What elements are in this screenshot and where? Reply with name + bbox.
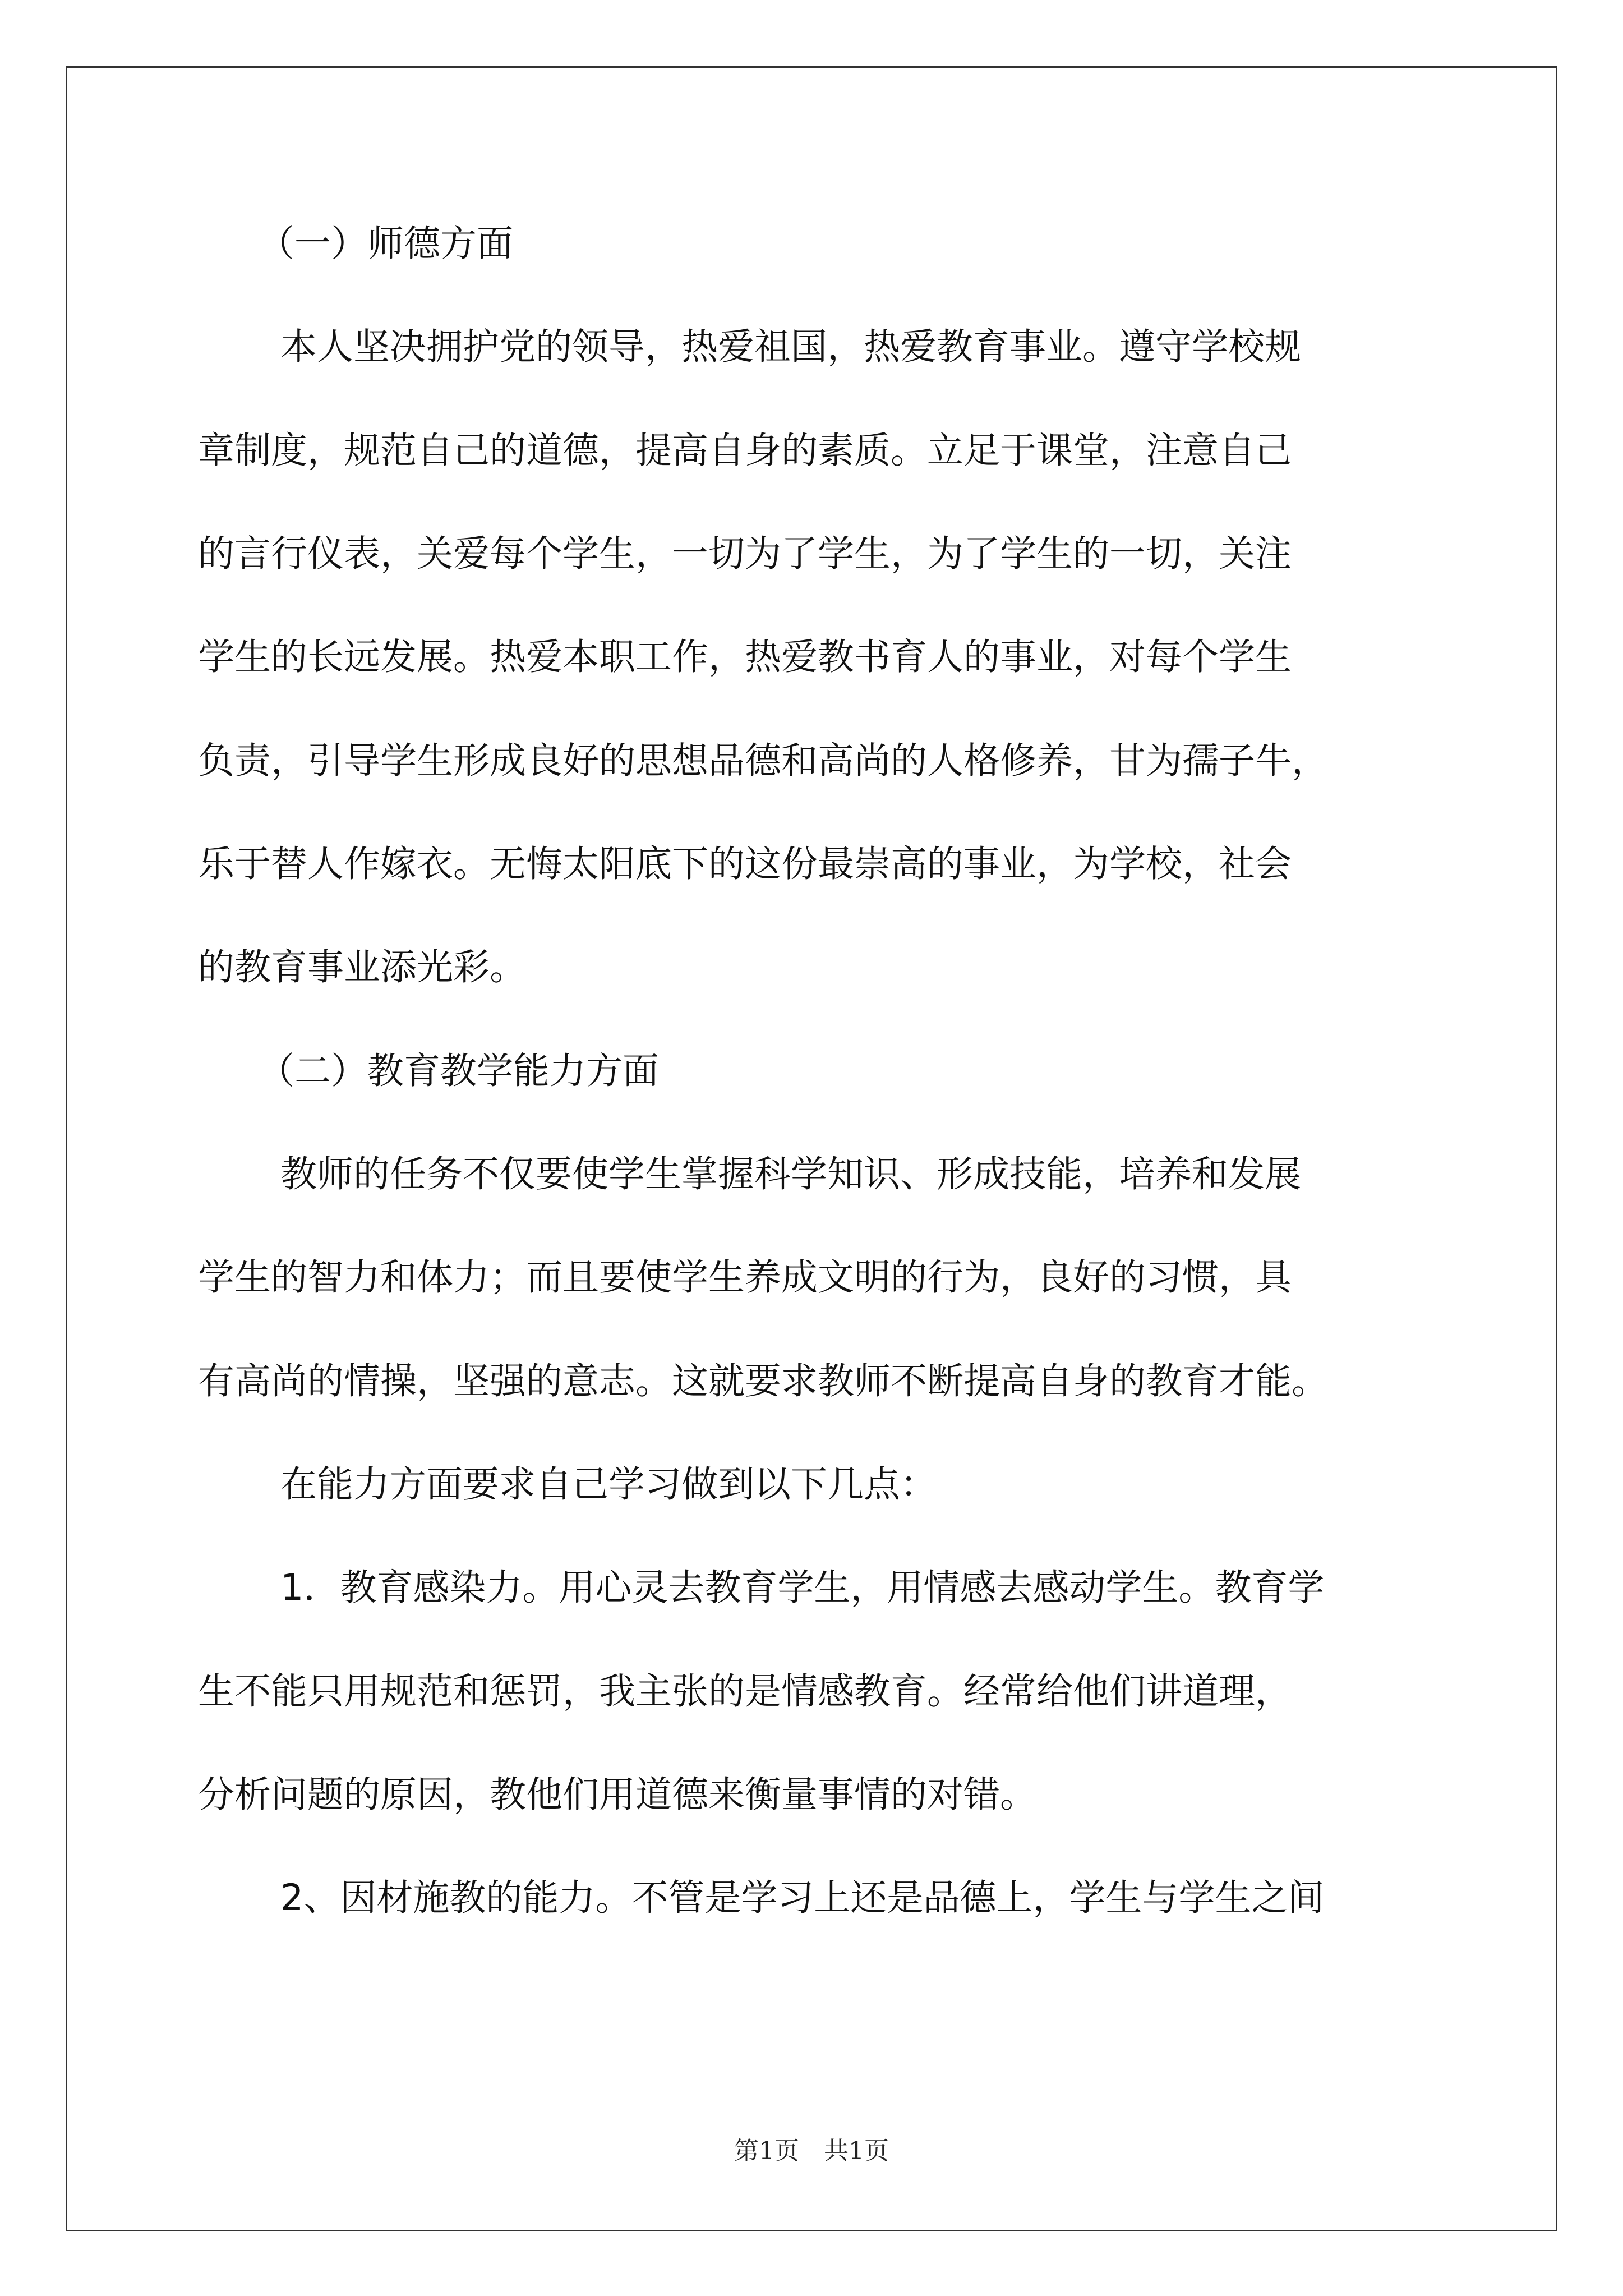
paragraph-line: 生不能只用规范和惩罚，我主张的是情感教育。经常给他们讲道理， — [198, 1671, 1292, 1713]
paragraph-line: 乐于替人作嫁衣。无悔太阳底下的这份最崇高的事业，为学校，社会 — [198, 843, 1292, 885]
paragraph-line: 有高尚的情操，坚强的意志。这就要求教师不断提高自身的教育才能。 — [198, 1360, 1329, 1402]
paragraph-line: 的教育事业添光彩。 — [198, 946, 527, 988]
paragraph-line: 学生的长远发展。热爱本职工作，热爱教书育人的事业，对每个学生 — [198, 636, 1292, 678]
paragraph-line: 章制度，规范自己的道德，提高自身的素质。立足于课堂，注意自己 — [198, 430, 1292, 472]
paragraph-line: 负责，引导学生形成良好的思想品德和高尚的人格修养，甘为孺子牛， — [198, 740, 1329, 782]
section-heading-ethics: （一）师德方面 — [258, 223, 514, 265]
page-footer: 第1页 共1页 — [734, 2137, 889, 2165]
paragraph-line: 分析问题的原因，教他们用道德来衡量事情的对错。 — [198, 1774, 1037, 1816]
section-heading-teaching: （二）教育教学能力方面 — [258, 1050, 660, 1092]
paragraph-line: 本人坚决拥护党的领导，热爱祖国，热爱教育事业。遵守学校规 — [280, 326, 1302, 368]
paragraph-line: 教师的任务不仅要使学生掌握科学知识、形成技能，培养和发展 — [280, 1153, 1302, 1195]
paragraph-line: 在能力方面要求自己学习做到以下几点： — [280, 1464, 937, 1506]
list-item: 2、因材施教的能力。不管是学习上还是品德上，学生与学生之间 — [280, 1877, 1325, 1919]
list-item: 1．教育感染力。用心灵去教育学生，用情感去感动学生。教育学 — [280, 1567, 1325, 1609]
paragraph-line: 学生的智力和体力；而且要使学生养成文明的行为，良好的习惯，具 — [198, 1257, 1292, 1299]
paragraph-line: 的言行仪表，关爱每个学生，一切为了学生，为了学生的一切，关注 — [198, 533, 1292, 575]
